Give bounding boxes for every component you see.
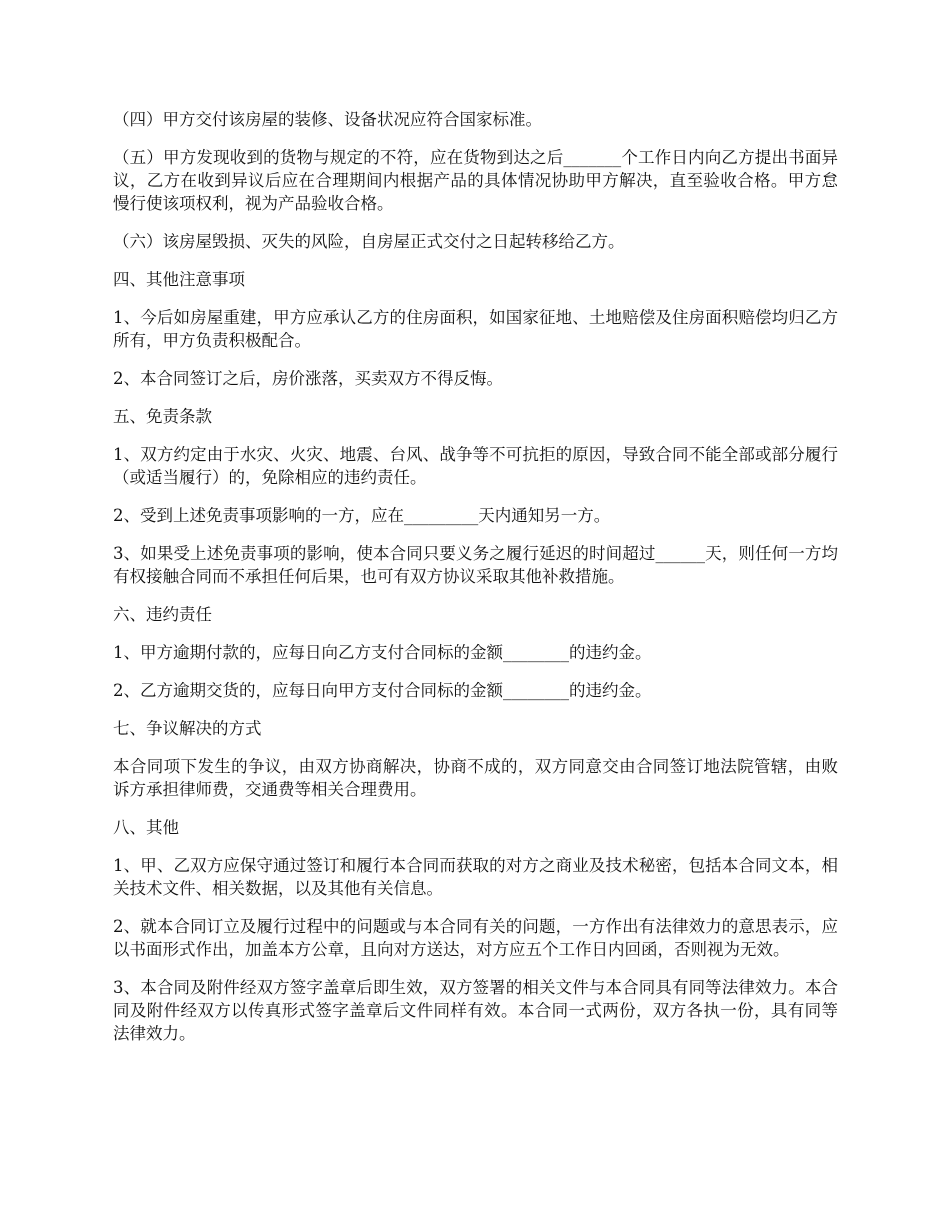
exemption-item-1: 1、双方约定由于水灾、火灾、地震、台风、战争等不可抗拒的原因，导致合同不能全部或部分履行（或适当履行）的，免除相应的违约责任。 <box>113 445 838 487</box>
exemption-item-3: 3、如果受上述免责事项的影响，使本合同只要义务之履行延迟的时间超过______天，则任何一方均有权接触合同而不承担任何后果，也可有双方协议采取其他补救措施。 <box>113 544 838 586</box>
dispute-paragraph: 本合同项下发生的争议，由双方协商解决，协商不成的，双方同意交由合同签订地法院管辖，由败诉方承担律师费，交通费等相关合理费用。 <box>113 757 838 799</box>
misc-item-3: 3、本合同及附件经双方签字盖章后即生效，双方签署的相关文件与本合同具有同等法律效力。本合同及附件经双方以传真形式签字盖章后文件同样有效。本合同一式两份，双方各执一份，具有同等法律效力。 <box>113 978 838 1043</box>
section-heading-other-notes: 四、其他注意事项 <box>113 270 245 289</box>
section-heading-liability: 六、违约责任 <box>113 605 212 624</box>
clause-6-risk-transfer: （六）该房屋毁损、灭失的风险，自房屋正式交付之日起转移给乙方。 <box>113 232 625 251</box>
document-page <box>113 108 838 1060</box>
other-notes-item-1: 1、今后如房屋重建，甲方应承认乙方的住房面积，如国家征地、土地赔偿及住房面积赔偿均归乙方所有，甲方负责积极配合。 <box>113 308 838 350</box>
section-heading-misc: 八、其他 <box>113 818 179 837</box>
other-notes-item-2: 2、本合同签订之后，房价涨落，买卖双方不得反悔。 <box>113 369 503 388</box>
misc-item-2: 2、就本合同订立及履行过程中的问题或与本合同有关的问题，一方作出有法律效力的意思表示，应以书面形式作出，加盖本方公章，且向对方送达，对方应五个工作日内回函，否则视为无效。 <box>113 917 838 959</box>
section-heading-dispute: 七、争议解决的方式 <box>113 719 262 738</box>
exemption-item-2: 2、受到上述免责事项影响的一方，应在_________天内通知另一方。 <box>113 506 611 525</box>
clause-4-delivery-standard: （四）甲方交付该房屋的装修、设备状况应符合国家标准。 <box>113 110 542 129</box>
clause-5-goods-objection: （五）甲方发现收到的货物与规定的不符，应在货物到达之后_______个工作日内向乙方提出书面异议，乙方在收到异议后应在合理期间内根据产品的具体情况协助甲方解决，直至验收合格。甲方怠慢行使该项权利，视为产品验收合格。 <box>113 148 838 213</box>
section-heading-exemption: 五、免责条款 <box>113 407 212 426</box>
liability-item-2: 2、乙方逾期交货的，应每日向甲方支付合同标的金额________的违约金。 <box>113 681 652 700</box>
misc-item-1: 1、甲、乙双方应保守通过签订和履行本合同而获取的对方之商业及技术秘密，包括本合同文本，相关技术文件、相关数据，以及其他有关信息。 <box>113 856 838 898</box>
liability-item-1: 1、甲方逾期付款的，应每日向乙方支付合同标的金额________的违约金。 <box>113 643 652 662</box>
